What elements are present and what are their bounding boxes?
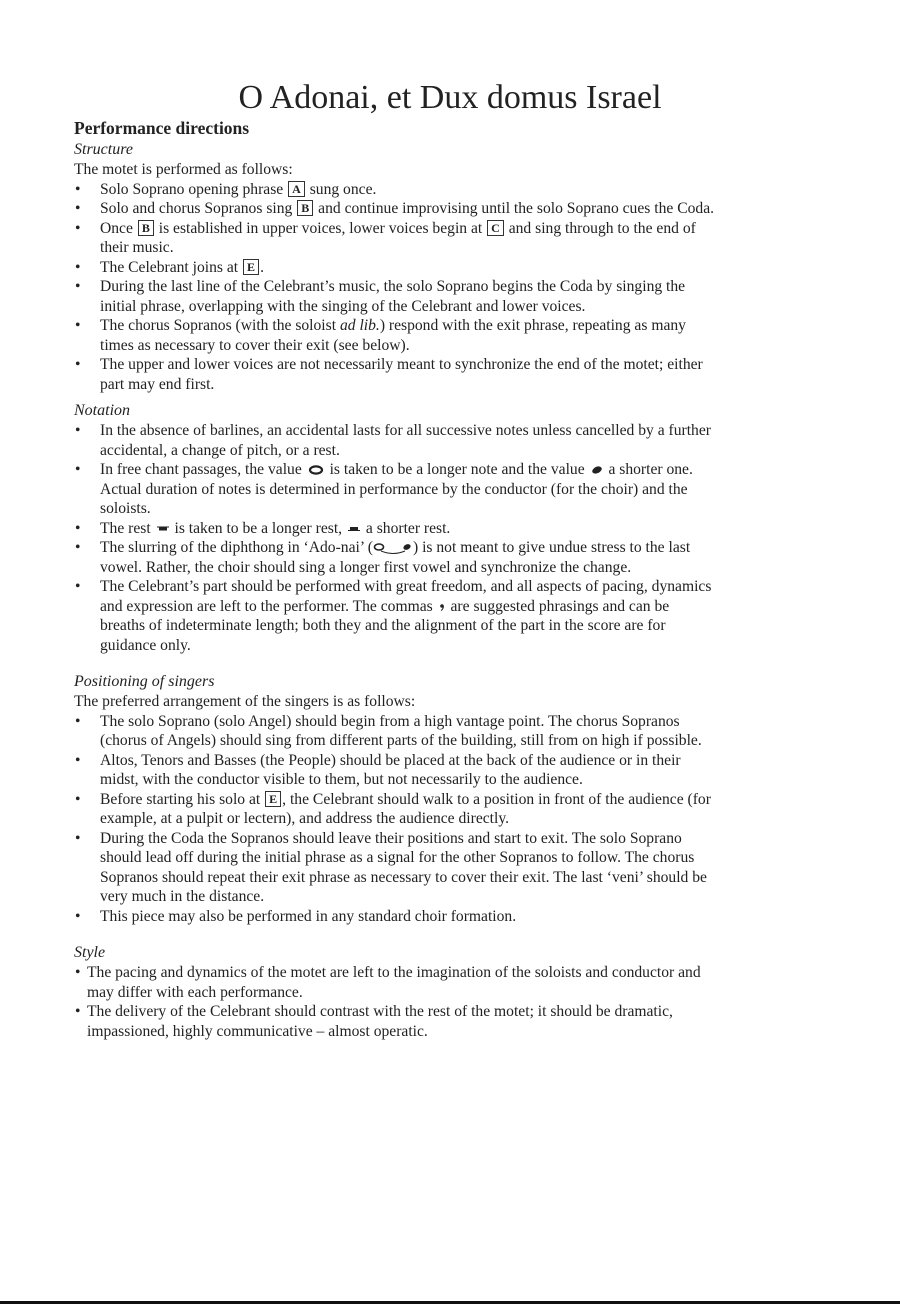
bullet-icon: • [75,790,81,808]
short-rest-icon [346,524,362,534]
positioning-list [74,712,714,927]
list-item: • The Celebrant joins at E . [75,258,264,276]
whole-note-icon [306,465,326,475]
filled-notehead-icon [589,465,605,475]
style-heading: Style [74,944,106,961]
list-item: • The slurring of the diphthong in ‘Ado-nai’ ( ) is not meant to give undue stress to the last vowel. Rather, the choir should sing a longer first vowel and synchronize the change. [75,539,691,576]
list-item: • Solo Soprano opening phrase A sung once. [75,180,377,198]
list-item: • The rest is taken to be a longer rest, a shorter rest. [75,519,451,537]
structure-list [74,180,714,395]
list-item: • This piece may also be performed in any standard choir formation. [75,907,517,925]
page-title: O Adonai, et Dux domus Israel [238,79,662,116]
list-item: • The upper and lower voices are not necessarily meant to synchronize the end of the motet; either part may end first. [75,356,703,393]
list-item: • In free chant passages, the value is taken to be a longer note and the value a shorter one. Actual duration of notes is determined in performance by the conductor (for the choir) and the soloists. [75,461,693,517]
positioning-intro: The preferred arrangement of the singers is as follows: [74,693,416,710]
bullet-icon: • [75,422,81,439]
list-item: • The solo Soprano (solo Angel) should begin from a high vantage point. The chorus Sopranos (chorus of Angels) should sing from different parts of the building, still from on high if possible. [75,712,702,749]
slurred-diphthong-icon [373,542,413,554]
bullet-icon: • [75,258,81,276]
bullet-icon: • [75,539,81,556]
bullet-icon: • [75,200,81,217]
rehearsal-mark: E [243,259,259,275]
bullet-icon: • [75,578,81,595]
bullet-icon: • [75,278,81,295]
bullet-icon: • [75,461,81,478]
rehearsal-mark: C [487,220,504,236]
list-item: • During the last line of the Celebrant’s music, the solo Soprano begins the Coda by singing the initial phrase, overlapping with the singing of the Celebrant and lower voices. [75,278,686,315]
rehearsal-mark: B [297,200,313,216]
list-item: • The pacing and dynamics of the motet are left to the imagination of the soloists and conductor and may differ with each performance. [75,964,701,1001]
bullet-icon: • [75,219,81,237]
bullet-icon: • [75,317,81,334]
bullet-icon: • [75,907,81,925]
comma-breath-icon [437,602,447,612]
list-item: • Solo and chorus Sopranos sing B and continue improvising until the solo Soprano cues the Coda. [75,200,715,217]
long-rest-icon [155,524,171,534]
bullet-icon: • [75,829,81,847]
rehearsal-mark: E [265,791,281,807]
list-item: • Once B is established in upper voices, lower voices begin at C and sing through to the end of their music. [75,219,696,256]
bullet-icon: • [75,964,81,981]
notation-heading: Notation [74,402,131,419]
bullet-icon: • [75,751,81,769]
section-heading: Performance directions [74,118,250,138]
list-item: • In the absence of barlines, an accidental lasts for all successive notes unless cancelled by a further accidental, a change of pitch, or a rest. [75,422,711,459]
list-item: • Before starting his solo at E , the Celebrant should walk to a position in front of the audience (for example, at a pulpit or lectern), and address the audience directly. [75,790,711,827]
bullet-icon: • [75,356,81,373]
bullet-icon: • [75,712,81,730]
performance-directions [74,117,714,1041]
rehearsal-mark: A [288,181,305,197]
bullet-icon: • [75,1003,81,1020]
structure-heading: Structure [74,141,133,158]
positioning-heading: Positioning of singers [74,673,215,690]
bullet-icon: • [75,519,81,537]
list-item: • Altos, Tenors and Basses (the People) should be placed at the back of the audience or in their midst, with the conductor visible to them, but not necessarily to the audience. [75,751,681,788]
list-item: • The delivery of the Celebrant should contrast with the rest of the motet; it should be dramatic, impassioned, highly communicative – almost operatic. [75,1003,673,1040]
style-list [74,963,714,1041]
notation-list [74,421,714,655]
list-item: • During the Coda the Sopranos should leave their positions and start to exit. The solo Soprano should lead off during the initial phrase as a signal for the other Sopranos to follow. The chorus Sopranos should repeat their exit phrase as necessary to cover their exit. The last ‘veni’ should be very much in the distance. [75,829,707,905]
list-item: • The chorus Sopranos (with the soloist ad lib.) respond with the exit phrase, repeating as many times as necessary to cover their exit (see below). [75,317,686,354]
rehearsal-mark: B [138,220,154,236]
bullet-icon: • [75,180,81,198]
list-item: • The Celebrant’s part should be performed with great freedom, and all aspects of pacing, dynamics and expression are left to the performer. The commas are suggested phrasings and can be breaths of indeterminate length; both they and the alignment of the part in the score are for guidance only. [75,578,712,654]
structure-intro: The motet is performed as follows: [74,161,293,178]
